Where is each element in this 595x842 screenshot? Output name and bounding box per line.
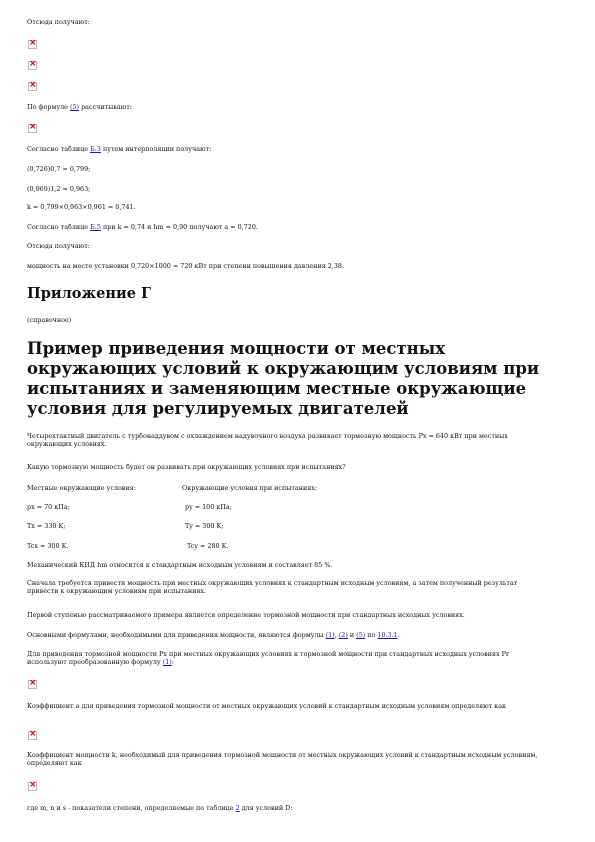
paragraph: Для приведения тормозной мощности Px при местных окружающих условиях к тормозной мощности при стандартных исходных условиях Pr используют преобразованную формулу (1): [27,650,510,666]
broken-image-icon [28,731,37,740]
condition-left: Tx = 330 K; [27,522,66,530]
text-line: мощность на месте установки 0,720×1000 = 720 кВт при степени повышения давления 2,38. [27,262,345,270]
condition-right: py = 100 кПа; [185,503,232,511]
text-line: k = 0,799×0,963×0,961 = 0,741. [27,203,136,211]
text-line: Согласно таблице Б.5 при k = 0,74 и hm = 0,90 получают a = 0,720. [27,223,258,231]
formula-link[interactable]: (5) [70,103,80,111]
section-link[interactable]: 10.3.1 [377,631,398,639]
formula-link[interactable]: (2) [338,631,348,639]
text-line: (0,969)1,2 = 0,963; [27,185,91,193]
appendix-heading: Пример приведения мощности от местных окружающих условий к окружающим условиям при испытаниях и заменяющим местные окружающие условия для регулируемых двигателей [27,339,540,418]
condition-left: Tcx = 300 K. [27,542,69,550]
formula-link[interactable]: (5) [356,631,366,639]
paragraph: Какую тормозную мощность будет он развивать при окружающих условиях при испытаниях? [27,463,346,471]
broken-image-icon [28,124,37,133]
appendix-title: Приложение Г [27,285,152,302]
paragraph: Механический КПД hm относится к стандартным исходным условиям и составляет 85 %. [27,561,333,569]
paragraph: Первой ступенью рассматриваемого примера является определение тормозной мощности при стандартных исходных условиях. [27,611,465,619]
formula-link[interactable]: (1) [162,658,172,666]
table-link[interactable]: Б.5 [90,223,101,231]
paragraph: Четырехтактный двигатель с турбонаддувом с охлаждением надувочного воздуха развивает тормозную мощность Px = 640 кВт при местных окружающих условиях. [27,432,508,448]
paragraph: Коэффициент мощности k, необходимый для приведения тормозной мощности от местных окружающих условий к стандартным исходным условиям, определяют как [27,751,538,767]
broken-image-icon [28,61,37,70]
appendix-subtitle: (справочное) [27,316,72,324]
condition-right: Tcy = 280 K. [187,542,229,550]
formula-link[interactable]: (1) [325,631,335,639]
broken-image-icon [28,82,37,91]
broken-image-icon [28,782,37,791]
condition-left: px = 70 кПа; [27,503,70,511]
conditions-header: Местные окружающие условия: [27,484,136,492]
conditions-header: Окружающие условия при испытаниях: [182,484,317,492]
paragraph: где m, n и s - показатели степени, определяемые по таблице 2 для условий D: [27,804,293,812]
broken-image-icon [28,680,37,689]
text-line: (0,726)0,7 = 0,799; [27,165,91,173]
text-line: Отсюда получают: [27,18,90,26]
table-link[interactable]: 2 [235,804,240,812]
paragraph: Сначала требуется привести мощность при местных окружающих условиях к стандартным исходным условиям, а затем полученный результат привести к окружающим условиям при испытаниях. [27,579,518,595]
broken-image-icon [28,40,37,49]
paragraph: Основными формулами, необходимыми для приведения мощности, являются формулы (1), (2) и (5) по 10.3.1. [27,631,400,639]
table-link[interactable]: Б.3 [90,145,101,153]
text-line: Согласно таблице Б.3 путем интерполяции получают: [27,145,212,153]
paragraph: Коэффициент a для приведения тормозной мощности от местных окружающих условий к стандартным исходным условиям определяют как [27,702,507,710]
text-line: Отсюда получают: [27,242,90,250]
text-line: По формуле (5) рассчитывают: [27,103,132,111]
condition-right: Ty = 300 K; [185,522,224,530]
